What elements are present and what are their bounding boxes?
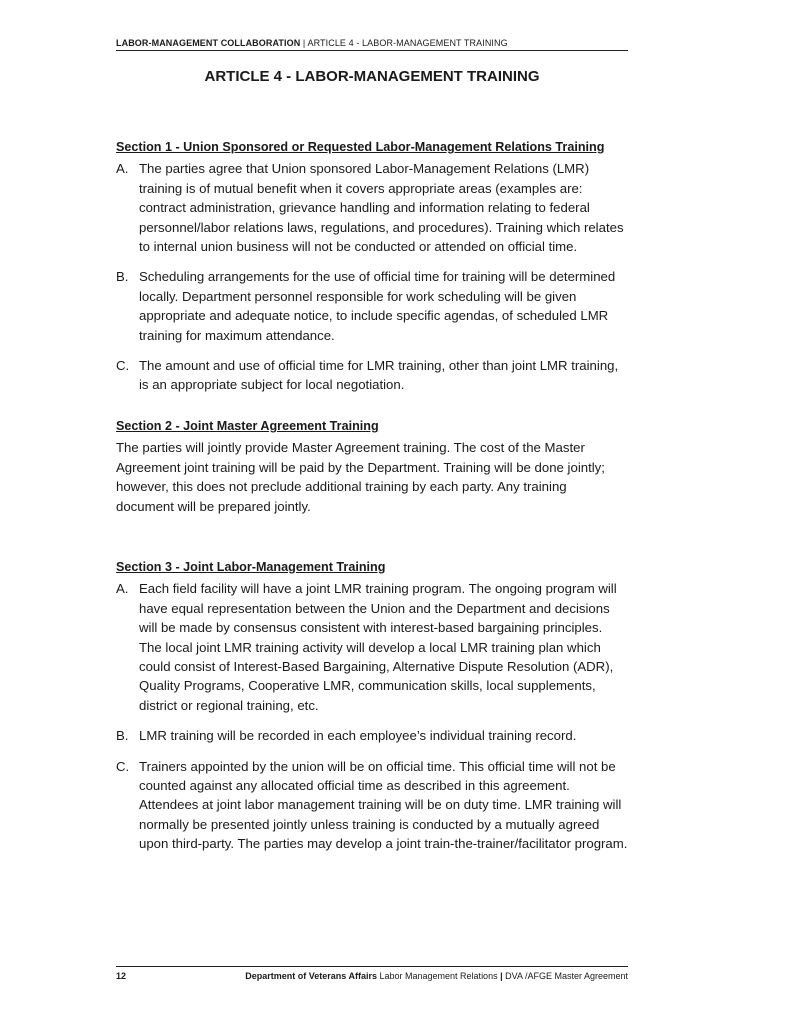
section-3-item-b — [116, 726, 628, 745]
item-text: Trainers appointed by the union will be on official time. This official time will not be counted against any allocated official time as described in this agreement. Attendees at joint labor management training will be on duty time. LMR training will normally be presented jointly unless training is conducted by a mutually agreed upon third-party. The parties may develop a joint train-the-trainer/facilitator program. — [139, 758, 628, 852]
article-body — [116, 138, 628, 865]
section-1-item-c — [116, 356, 628, 395]
header-separator: | — [300, 38, 308, 48]
running-header — [116, 37, 628, 51]
running-footer — [116, 966, 628, 982]
section-1-heading: Section 1 - Union Sponsored or Requested Labor-Management Relations Training — [116, 140, 605, 154]
footer-department: Department of Veterans Affairs — [245, 971, 377, 981]
item-letter: C. — [116, 358, 130, 374]
section-2-heading: Section 2 - Joint Master Agreement Training — [116, 418, 379, 433]
footer-credit — [245, 970, 628, 982]
header-document-title: LABOR-MANAGEMENT COLLABORATION — [116, 38, 301, 48]
section-1-item-a — [116, 159, 628, 256]
item-text: The parties agree that Union sponsored Labor-Management Relations (LMR) training is of mutual benefit when it covers appropriate areas (examples are: contract administration, grievance handling and information relating to federal personnel/labor relations laws, regulations, and procedures). Training which relates to internal union business will not be conducted or attended on official time. — [139, 161, 624, 255]
item-text: Each field facility will have a joint LMR training program. The ongoing program will have equal representation between the Union and the Department and decisions will be made by consensus consistent with interest-based bargaining principles. The local joint LMR training activity will develop a local LMR training plan which could consist of Interest-Based Bargaining, Alternative Dispute Resolution (ADR), Quality Programs, Cooperative LMR, communication skills, local supplements, district or regional training, etc. — [139, 581, 617, 713]
section-3-item-c — [116, 757, 628, 854]
item-text: LMR training will be recorded in each employee’s individual training record. — [139, 728, 577, 744]
section-3-heading: Section 3 - Joint Labor-Management Training — [116, 559, 386, 574]
footer-separator: | — [497, 971, 506, 981]
page-number: 12 — [116, 971, 127, 981]
section-1-item-b — [116, 267, 628, 345]
header-article-ref: ARTICLE 4 - LABOR-MANAGEMENT TRAINING — [307, 38, 508, 48]
item-letter: A. — [116, 161, 129, 177]
item-letter: B. — [116, 269, 129, 285]
item-letter: A. — [116, 581, 129, 597]
document-page — [116, 0, 628, 1023]
item-letter: C. — [116, 758, 130, 774]
section-3-item-a — [116, 579, 628, 715]
footer-subtitle: Labor Management Relations — [377, 971, 498, 981]
article-title: ARTICLE 4 - LABOR-MANAGEMENT TRAINING — [204, 68, 540, 85]
item-text: Scheduling arrangements for the use of official time for training will be determined locally. Department personnel responsible for work scheduling will be given appropriate and adequate notice, to include specific agendas, of scheduled LMR training for maximum attendance. — [139, 269, 616, 343]
footer-agreement: DVA /AFGE Master Agreement — [505, 971, 628, 981]
item-text: The amount and use of official time for LMR training, other than joint LMR training, is an appropriate subject for local negotiation. — [139, 358, 619, 393]
item-letter: B. — [116, 728, 129, 744]
section-2-text: The parties will jointly provide Master Agreement training. The cost of the Master Agreement joint training will be paid by the Department. Training will be done jointly; however, this does not preclude additional training by each party. Any training document will be prepared jointly. — [116, 440, 605, 514]
